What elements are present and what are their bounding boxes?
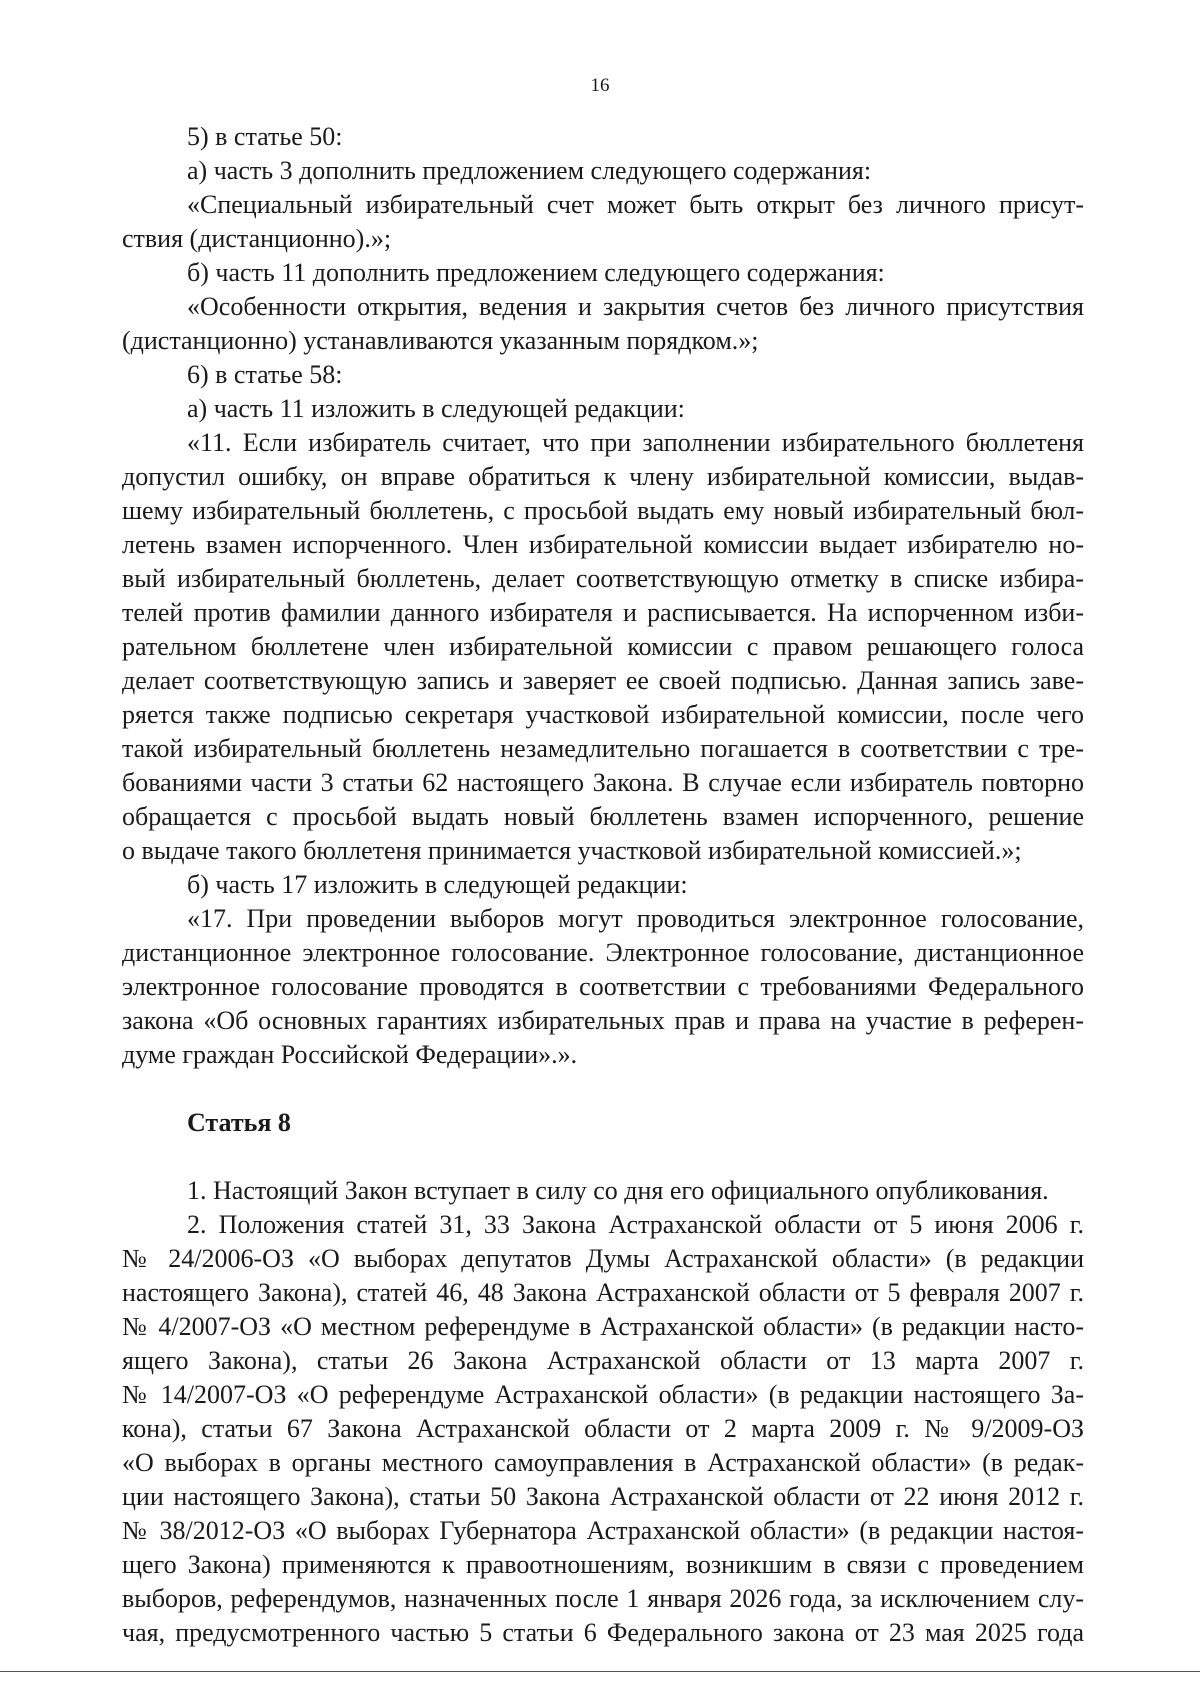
text-line: такой избирательный бюллетень незамедлительно погашается в соответствии с тре- — [122, 734, 1084, 763]
text-line: (дистанционно) устанавливаются указанным порядком.»; — [122, 326, 759, 355]
text-line: обращается с просьбой выдать новый бюллетень взамен испорченного, решение — [122, 802, 1084, 831]
text-line: б) часть 17 изложить в следующей редакции: — [187, 870, 688, 899]
text-line: б) часть 11 дополнить предложением следующего содержания: — [187, 258, 885, 287]
spacer — [122, 1072, 1084, 1106]
text-line: чая, предусмотренного частью 5 статьи 6 Федерального закона от 23 мая 2025 года — [122, 1618, 1084, 1647]
text-line: ствия (дистанционно).»; — [122, 224, 392, 253]
text-line: «Особенности открытия, ведения и закрытия счетов без личного присутствия — [187, 292, 1084, 321]
text-line: летень взамен испорченного. Член избирательной комиссии выдает избирателю но- — [122, 530, 1084, 559]
text-line: делает соответствующую запись и заверяет ее своей подписью. Данная запись заве- — [122, 666, 1084, 695]
document-body — [122, 120, 1084, 1650]
text-line: № 24/2006-ОЗ «О выборах депутатов Думы Астраханской области» (в редакции — [122, 1244, 1084, 1273]
text-line: 5) в статье 50: — [187, 122, 343, 151]
text-line: «Специальный избирательный счет может быть открыт без личного присут- — [187, 190, 1084, 219]
text-line: ящего Закона), статьи 26 Закона Астраханской области от 13 марта 2007 г. — [122, 1346, 1084, 1375]
text-line: ряется также подписью секретаря участковой избирательной комиссии, после чего — [122, 700, 1084, 729]
text-line: № 14/2007-ОЗ «О референдуме Астраханской области» (в редакции настоящего За- — [122, 1380, 1084, 1409]
text-line: закона «Об основных гарантиях избирательных прав и права на участие в референ- — [122, 1006, 1084, 1035]
text-line: «О выборах в органы местного самоуправления в Астраханской области» (в редак- — [122, 1448, 1084, 1477]
text-line: щего Закона) применяются к правоотношениям, возникшим в связи с проведением — [122, 1550, 1084, 1579]
text-line: ции настоящего Закона), статьи 50 Закона Астраханской области от 22 июня 2012 г. — [122, 1482, 1084, 1511]
text-line: думе граждан Российской Федерации».». — [122, 1040, 578, 1069]
text-line: бованиями части 3 статьи 62 настоящего Закона. В случае если избиратель повторно — [122, 768, 1084, 797]
text-line: телей против фамилии данного избирателя и расписывается. На испорченном изби- — [122, 598, 1084, 627]
text-line: рательном бюллетене член избирательной комиссии с правом решающего голоса — [122, 632, 1084, 661]
text-line: шему избирательный бюллетень, с просьбой выдать ему новый избирательный бюл- — [122, 496, 1084, 525]
text-line: 2. Положения статей 31, 33 Закона Астраханской области от 5 июня 2006 г. — [187, 1210, 1084, 1239]
text-line: 6) в статье 58: — [187, 360, 343, 389]
text-line: № 38/2012-ОЗ «О выборах Губернатора Астраханской области» (в редакции настоя- — [122, 1516, 1084, 1545]
text-line: кона), статьи 67 Закона Астраханской области от 2 марта 2009 г. № 9/2009-ОЗ — [122, 1414, 1084, 1443]
page-number: 16 — [590, 75, 610, 96]
text-line: электронное голосование проводятся в соответствии с требованиями Федерального — [122, 972, 1084, 1001]
text-line: о выдаче такого бюллетеня принимается участковой избирательной комиссией.»; — [122, 836, 1022, 865]
article-heading: Статья 8 — [187, 1108, 291, 1137]
text-line: а) часть 3 дополнить предложением следующего содержания: — [187, 156, 872, 185]
text-line: 1. Настоящий Закон вступает в силу со дня его официального опубликования. — [187, 1176, 1049, 1205]
spacer — [122, 1140, 1084, 1174]
bottom-divider — [0, 1671, 1200, 1672]
text-line: настоящего Закона), статей 46, 48 Закона Астраханской области от 5 февраля 2007 г. — [122, 1278, 1084, 1307]
text-line: «11. Если избиратель считает, что при заполнении избирательного бюллетеня — [187, 428, 1084, 457]
text-line: допустил ошибку, он вправе обратиться к члену избирательной комиссии, выдав- — [122, 462, 1084, 491]
text-line: «17. При проведении выборов могут проводиться электронное голосование, — [187, 904, 1084, 933]
text-line: а) часть 11 изложить в следующей редакции: — [187, 394, 685, 423]
text-line: выборов, референдумов, назначенных после 1 января 2026 года, за исключением слу- — [122, 1584, 1084, 1613]
text-line: дистанционное электронное голосование. Электронное голосование, дистанционное — [122, 938, 1084, 967]
text-line: вый избирательный бюллетень, делает соответствующую отметку в списке избира- — [122, 564, 1084, 593]
text-line: № 4/2007-ОЗ «О местном референдуме в Астраханской области» (в редакции насто- — [122, 1312, 1084, 1341]
